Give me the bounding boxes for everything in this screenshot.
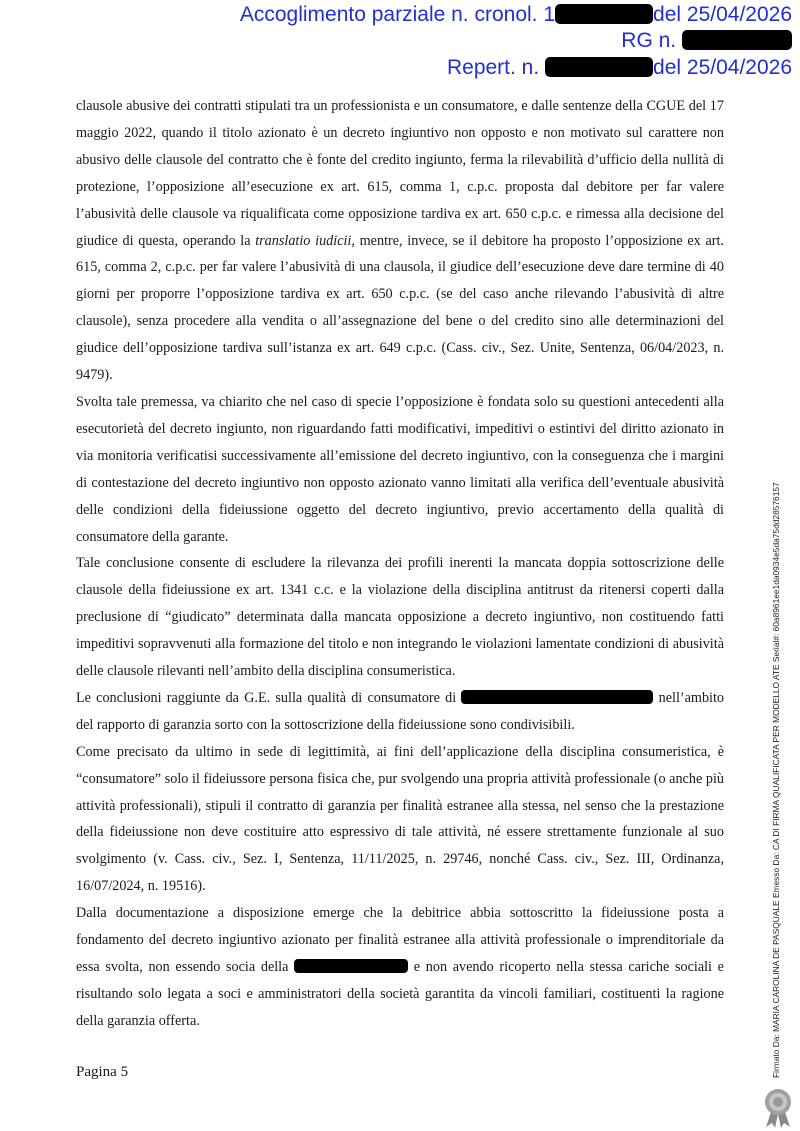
paragraph-1 xyxy=(76,93,724,389)
document-body xyxy=(76,93,724,1035)
paragraph-4 xyxy=(76,685,724,739)
paragraph-3: Tale conclusione consente di escludere la rilevanza dei profili inerenti la mancata doppia sottoscrizione delle clausole della fideiussione ex art. 1341 c.c. e la violazione della disciplina antitrust da ritenersi coperti dalla preclusione di “giudicato” determinata dalla mancata opposizione a decreto ingiuntivo, non costituendo fatti impeditivi sopravvenuti alla formazione del titolo e non integrando le violazioni lamentate condizioni di abusività delle clausole rilevanti nell’ambito della disciplina consumeristica. xyxy=(76,555,724,680)
paragraph-5: Come precisato da ultimo in sede di legittimità, ai fini dell’applicazione della disciplina consumeristica, è “consumatore” solo il fideiussore persona fisica che, pur svolgendo una propria attività professionale (o anche più attività professionali), stipuli il contratto di garanzia per finalità estranee alla stessa, nel senso che la prestazione della fideiussione non deve costituire atto espressivo di tale attività, né essere strettamente funzionale al suo svolgimento (v. Cass. civ., Sez. I, Sentenza, 11/11/2025, n. 29746, nonché Cass. civ., Sez. III, Ordinanza, 16/07/2024, n. 19516). xyxy=(76,743,724,895)
header-line-3 xyxy=(447,57,792,78)
redaction-block xyxy=(294,959,408,973)
redaction-block xyxy=(682,30,792,50)
page-number: Pagina 5 xyxy=(76,1064,129,1080)
paragraph-text: clausole abusive dei contratti stipulati tra un professionista e un consumatore, e dalle sentenze della CGUE del 17 maggio 2022, quando il titolo azionato è un decreto ingiuntivo non opposto e non motivato sul carattere non abusivo delle clausole del contratto che è fonte del credito ingiunto, ferma la rilevabilità d’ufficio della nullità di protezione, l’opposizione all’esecuzione ex art. 615, comma 1, c.p.c. proposta dal debitore per far valere l’abusività delle clausole va riqualificata come opposizione tardiva ex art. 650 c.p.c. e rimessa alla decisione del giudice di questa, operando la xyxy=(76,98,724,249)
paragraph-2: Svolta tale premessa, va chiarito che nel caso di specie l’opposizione è fondata solo su questioni antecedenti alla esecutorietà del decreto ingiunto, non riguardando fatti modificativi, impeditivi o estintivi del diritto azionato in via monitoria verificatisi successivamente all’emissione del decreto ingiuntivo, con la conseguenza che i margini di contestazione del decreto ingiuntivo non opposto azionato vanno limitati alla verifica dell’eventuale abusività delle condizioni della fideiussione oggetto del decreto ingiuntivo, previo accertamento della qualità di consumatore della garante. xyxy=(76,393,724,545)
header-cronol-date: del 25/04/2026 xyxy=(653,3,792,26)
header-line-1 xyxy=(240,4,792,25)
italic-term: translatio iudicii xyxy=(255,232,352,249)
header-repert-label: Repert. n. xyxy=(446,56,540,79)
header-rg-label: RG n. xyxy=(621,29,677,52)
paragraph-6 xyxy=(76,900,724,1035)
signature-seal-icon xyxy=(760,1086,796,1128)
paragraph-text: e non avendo ricoperto nella stessa cariche sociali e risultando solo legata a soci e amministratori della società garantita da vincoli familiari, costituenti la ragione della garanzia offerta. xyxy=(76,959,724,1029)
paragraph-text: , mentre, invece, se il debitore ha proposto l’opposizione ex art. 615, comma 2, c.p.c. per far valere l’abusività di una clausola, il giudice dell’esecuzione deve dare termine di 40 giorni per proporre l’opposizione tardiva ex art. 650 c.p.c. (se del caso anche rilevando l’abusività di altre clausole), senza procedere alla vendita o all’assegnazione del bene o del credito sino alle determinazioni del giudice dell’opposizione tardiva sull’istanza ex art. 649 c.p.c. (Cass. civ., Sez. Unite, Sentenza, 06/04/2023, n. 9479). xyxy=(76,232,724,384)
header-line-2 xyxy=(621,30,792,51)
redaction-block xyxy=(555,4,653,24)
redaction-block xyxy=(461,690,653,704)
header-cronol-label: Accoglimento parziale n. cronol. 1 xyxy=(239,3,556,26)
redaction-block xyxy=(545,57,653,77)
paragraph-text: Dalla documentazione a disposizione emerge che la debitrice abbia sottoscritto la fideiussione posta a fondamento del decreto ingiuntivo azionato per finalità estranee alla attività professionale o imprenditoriale da essa svolta, non essendo socia della xyxy=(76,905,724,975)
paragraph-text: nell’ambito del rapporto di garanzia sorto con la sottoscrizione della fideiussione sono condivisibili. xyxy=(76,689,725,733)
header-repert-date: del 25/04/2026 xyxy=(653,56,792,79)
digital-signature-text: Firmato Da: MARIA CAROLINA DE PASQUALE Emesso Da: CA DI FIRMA QUALIFICATA PER MODELLO ATE Serial#: 60a8961ee1da0934e5da75dd28576157 xyxy=(771,482,781,1078)
paragraph-text: Le conclusioni raggiunte da G.E. sulla qualità di consumatore di xyxy=(76,689,462,706)
